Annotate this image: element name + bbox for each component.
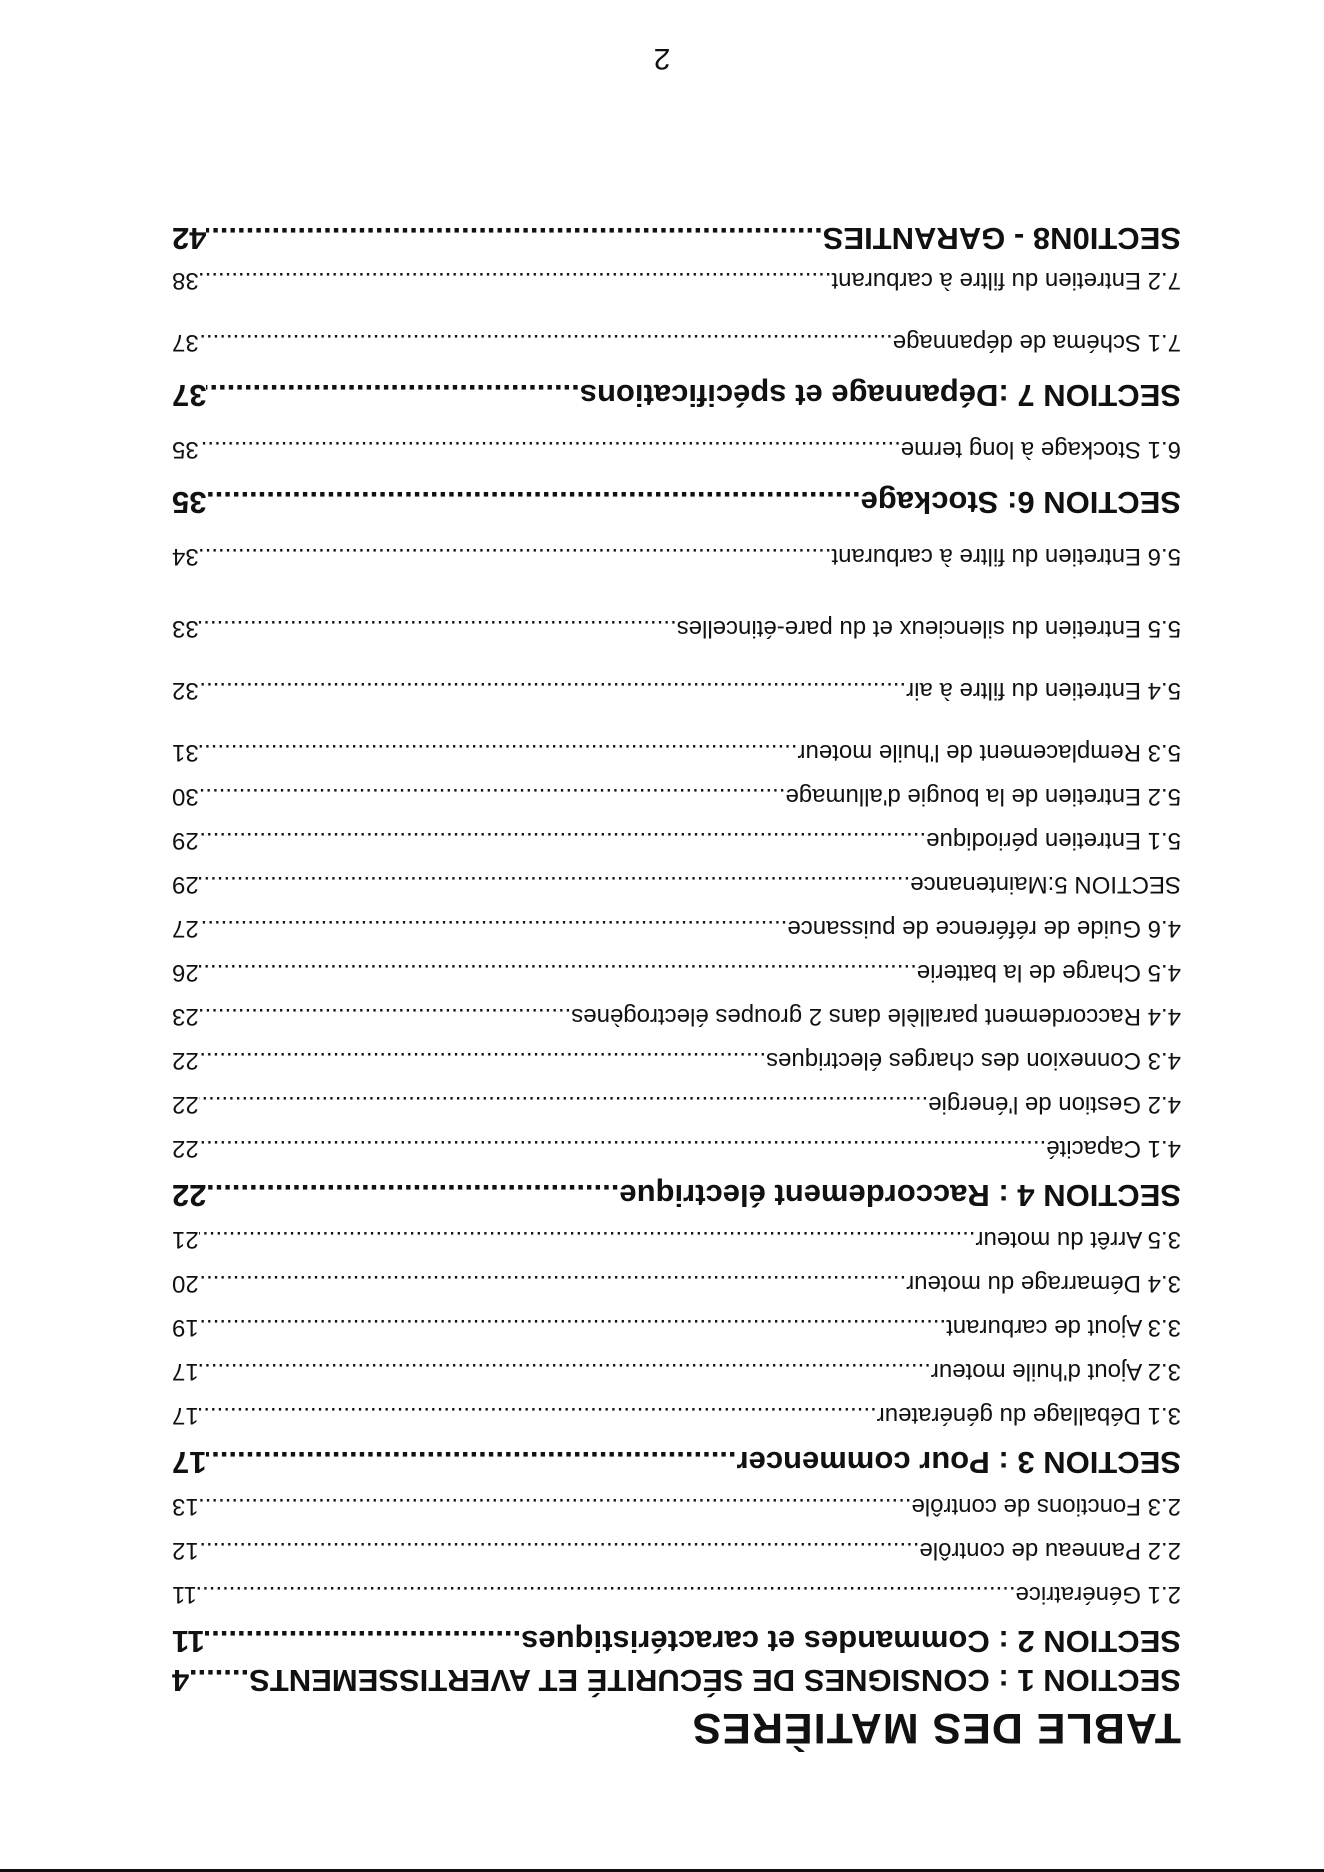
toc-entry-label: 2.2 Panneau de contrôle — [919, 1537, 1181, 1564]
toc-entry-3-2 — [172, 1359, 1181, 1383]
toc-entry-page: 21 — [172, 1226, 199, 1253]
toc-entry-3-1 — [172, 1403, 1181, 1427]
toc-entry-page: 35 — [172, 436, 199, 463]
toc-entry-label: SECTION 4 : Raccordement électrique — [619, 1178, 1181, 1213]
toc-entry-7-1 — [172, 330, 1181, 354]
toc-entry-page: 12 — [172, 1537, 199, 1564]
toc-entry-label: 2.3 Fonctions de contrôle — [911, 1493, 1181, 1520]
toc-entry-page: 33 — [172, 615, 199, 642]
toc-entry-section-7 — [172, 380, 1181, 411]
toc-entry-page: 38 — [172, 267, 199, 294]
toc-entry-3-5 — [172, 1227, 1181, 1251]
dot-leader — [199, 1359, 931, 1383]
toc-entry-4-4 — [172, 1004, 1181, 1028]
toc-entry-label: 5.6 Entretien du filtre à carburant — [831, 543, 1181, 570]
toc-entry-label: SECTION 2 : Commandes et caractéristiques — [521, 1624, 1181, 1659]
toc-entry-label: 4.4 Raccordement parallèle dans 2 groupes électrogènes — [571, 1003, 1181, 1030]
dot-leader — [199, 330, 893, 354]
toc-entry-label: 4.2 Gestion de l'énergie — [928, 1091, 1181, 1118]
dot-leader — [199, 1315, 946, 1339]
dot-leader — [199, 1136, 1047, 1160]
toc-entry-page: 13 — [172, 1493, 199, 1520]
toc-entry-7-2 — [172, 268, 1181, 292]
dot-leader — [199, 1494, 912, 1518]
toc-entry-page: 29 — [172, 827, 199, 854]
toc-entry-5-4 — [172, 678, 1181, 702]
dot-leader — [199, 872, 911, 896]
toc-entry-section-3 — [172, 1447, 1181, 1478]
dot-leader — [199, 916, 788, 940]
dot-leader — [199, 1227, 976, 1251]
toc-entry-label: SECTION 1 : CONSIGNES DE SÉCURITÉ ET AVERTISSEMENTS — [249, 1663, 1181, 1698]
dot-leader — [197, 1582, 1016, 1606]
toc-entry-5-3 — [172, 740, 1181, 764]
dot-leader — [206, 380, 579, 411]
toc-entry-page: 35 — [172, 485, 207, 520]
toc-entry-label: 7.1 Schéma de dépannage — [892, 329, 1181, 356]
toc-entry-label: SECTION 6: Stockage — [860, 485, 1181, 520]
table-of-contents — [172, 217, 1181, 1752]
toc-entry-page: 22 — [172, 1178, 207, 1213]
toc-entry-page: 26 — [172, 959, 199, 986]
dot-leader — [199, 1538, 920, 1562]
toc-entry-6-1 — [172, 437, 1181, 461]
toc-entry-page: 11 — [172, 1624, 205, 1659]
toc-entry-label: 3.5 Arrêt du moteur — [975, 1226, 1181, 1253]
toc-entry-page: 32 — [172, 677, 199, 704]
dot-leader — [199, 1048, 766, 1072]
toc-entry-page: 22 — [172, 1091, 199, 1118]
toc-entry-5-5 — [172, 616, 1181, 640]
toc-entry-page: 30 — [172, 783, 199, 810]
toc-title: TABLE DES MATIÈRES — [691, 1704, 1181, 1752]
dot-leader — [199, 1092, 929, 1116]
toc-entry-3-3 — [172, 1315, 1181, 1339]
toc-entry-label: SECTION 7 :Dépannage et spécifications — [579, 378, 1181, 413]
dot-leader — [199, 960, 917, 984]
toc-entry-label: SECTI0N8 - GARANTIES — [822, 221, 1181, 256]
dot-leader — [199, 784, 786, 808]
toc-entry-4-3 — [172, 1048, 1181, 1072]
toc-entry-page: 17 — [172, 1445, 207, 1480]
toc-entry-page: 22 — [172, 1047, 199, 1074]
toc-entry-label: 2.1 Génératrice — [1015, 1581, 1181, 1608]
toc-entry-label: 4.1 Capacité — [1046, 1135, 1181, 1162]
toc-entry-section-2 — [172, 1626, 1181, 1657]
toc-entry-section-1 — [172, 1665, 1181, 1696]
toc-entry-3-4 — [172, 1271, 1181, 1295]
toc-entry-page: 20 — [172, 1270, 199, 1297]
toc-entry-4-1 — [172, 1136, 1181, 1160]
toc-entry-4-6 — [172, 916, 1181, 940]
toc-entry-page: 29 — [172, 871, 199, 898]
toc-entry-label: 5.4 Entretien du filtre à air — [906, 677, 1181, 704]
toc-entry-section-4 — [172, 1180, 1181, 1211]
toc-entry-page: 27 — [172, 915, 199, 942]
toc-entry-page: 37 — [172, 329, 199, 356]
toc-entry-label: SECTION 5:Maintenance — [910, 871, 1181, 898]
toc-entry-section-8 — [172, 223, 1181, 254]
toc-entry-2-1 — [172, 1582, 1181, 1606]
toc-entry-section-5 — [172, 872, 1181, 896]
dot-leader — [199, 268, 832, 292]
toc-entry-4-2 — [172, 1092, 1181, 1116]
dot-leader — [206, 223, 822, 254]
toc-entry-2-3 — [172, 1494, 1181, 1518]
toc-entry-label: 5.3 Remplacement de l'huile moteur — [797, 739, 1181, 766]
toc-entry-5-1 — [172, 828, 1181, 852]
toc-entry-label: 3.4 Démarrage du moteur — [906, 1270, 1181, 1297]
toc-entry-label: 5.1 Entretien périodique — [926, 827, 1181, 854]
toc-entry-page: 17 — [172, 1402, 199, 1429]
toc-entry-2-2 — [172, 1538, 1181, 1562]
toc-entry-label: 5.5 Entretien du silencieux et du pare-étincelles — [676, 615, 1181, 642]
toc-entry-4-5 — [172, 960, 1181, 984]
dot-leader — [205, 1626, 521, 1657]
dot-leader — [199, 828, 926, 852]
toc-entry-label: SECTION 3 : Pour commencer — [736, 1445, 1181, 1480]
toc-entry-5-2 — [172, 784, 1181, 808]
toc-entry-label: 7.2 Entretien du filtre à carburant — [831, 267, 1181, 294]
toc-entry-page: 11 — [172, 1581, 197, 1608]
dot-leader — [199, 616, 677, 640]
toc-entry-label: 3.1 Déballage du générateur — [876, 1402, 1181, 1429]
dot-leader — [199, 740, 798, 764]
dot-leader — [199, 678, 906, 702]
toc-entry-label: 3.3 Ajout de carburant — [946, 1314, 1181, 1341]
dot-leader — [199, 1004, 572, 1028]
dot-leader — [206, 487, 860, 518]
toc-entry-label: 5.2 Entretien de la bougie d'allumage — [785, 783, 1181, 810]
dot-leader — [199, 1271, 906, 1295]
toc-entry-page: 19 — [172, 1314, 199, 1341]
toc-entry-page: 4 — [172, 1663, 190, 1698]
dot-leader — [199, 1403, 877, 1427]
dot-leader — [206, 1180, 619, 1211]
toc-entry-page: 17 — [172, 1358, 199, 1385]
toc-entry-section-6 — [172, 487, 1181, 518]
toc-entry-label: 4.5 Charge de la batterie — [916, 959, 1181, 986]
toc-entry-label: 4.6 Guide de référence de puissance — [787, 915, 1181, 942]
dot-leader — [189, 1665, 249, 1696]
toc-entry-label: 4.3 Connexion des charges électriques — [766, 1047, 1181, 1074]
toc-entry-page: 34 — [172, 543, 199, 570]
dot-leader — [199, 544, 832, 568]
toc-entry-page: 23 — [172, 1003, 199, 1030]
toc-entry-page: 31 — [172, 739, 199, 766]
toc-entry-page: 37 — [172, 378, 207, 413]
dot-leader — [199, 437, 901, 461]
toc-entry-page: 22 — [172, 1135, 199, 1162]
toc-entry-5-6 — [172, 544, 1181, 568]
toc-entry-label: 6.1 Stockage à long terme — [900, 436, 1181, 463]
toc-entry-label: 3.2 Ajout d'huile moteur — [930, 1358, 1181, 1385]
page-number: 2 — [653, 42, 671, 75]
dot-leader — [206, 1447, 736, 1478]
toc-entry-page: 42 — [172, 221, 207, 256]
